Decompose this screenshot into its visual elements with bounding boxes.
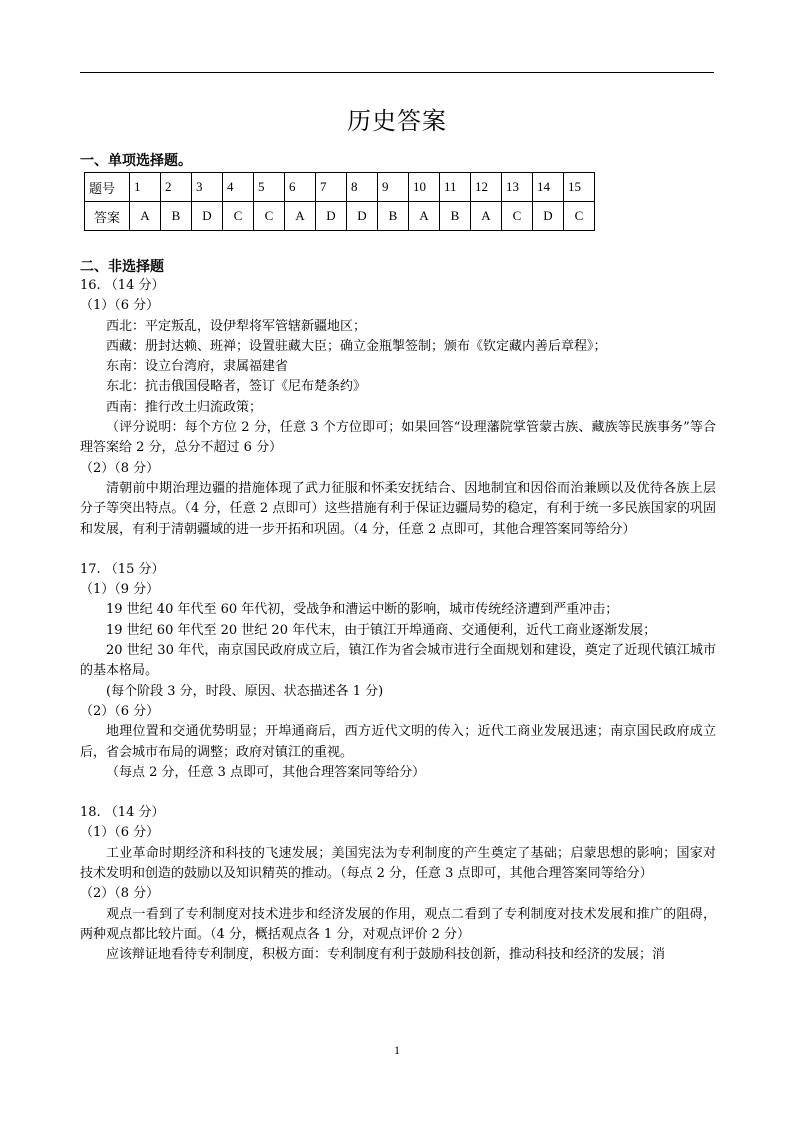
q17-item: 19 世纪 40 年代至 60 年代初，受战争和漕运中断的影响，城市传统经济遭到严重冲击； (106, 602, 619, 618)
header-rule (80, 72, 714, 73)
q18-part2-header: （2）（8 分） (80, 886, 160, 902)
question-number-cell: 2 (161, 173, 192, 202)
answer-cell: D (347, 202, 378, 231)
question-number-cell: 8 (347, 173, 378, 202)
q17-header: 17. （15 分） (80, 561, 165, 577)
answer-cell: B (161, 202, 192, 231)
q16-item: 东北：抗击俄国侵略者，签订《尼布楚条约》 (106, 379, 367, 395)
q17-part2-text: 地理位置和交通优势明显；开埠通商后，西方近代文明的传入；近代工商业发展迅速；南京国民政府成立后，省会城市布局的调整；政府对镇江的重视。 (80, 724, 716, 760)
q18-part1-header: （1）（6 分） (80, 825, 160, 841)
question-number-cell: 12 (471, 173, 502, 202)
q17-item: 19 世纪 60 年代至 20 世纪 20 年代末，由于镇江开埠通商、交通便利，近代工商业逐渐发展； (106, 622, 657, 638)
q18-part2-text: 观点一看到了专利制度对技术进步和经济发展的作用，观点二看到了专利制度对技术发展和推广的阻碍，两种观点都比较片面。（4 分，概括观点各 1 分，对观点评价 2 分） (80, 906, 716, 942)
answer-cell: C (254, 202, 285, 231)
question-number-cell: 7 (316, 173, 347, 202)
q16-item: 东南：设立台湾府，隶属福建省 (106, 359, 289, 375)
question-number-cell: 3 (192, 173, 223, 202)
q16-item: 西南：推行改土归流政策； (106, 399, 263, 415)
section2-heading: 二、非选择题 (80, 259, 164, 275)
answer-cell: D (192, 202, 223, 231)
answer-cell: A (285, 202, 316, 231)
row-label: 答案 (85, 202, 130, 231)
question-number-cell: 15 (564, 173, 595, 202)
answer-cell: A (409, 202, 440, 231)
answer-cell: D (316, 202, 347, 231)
q16-scoring-note: （评分说明：每个方位 2 分，任意 3 个方位即可；如果回答“设理藩院掌管蒙古族、藏族等民族事务”等合理答案给 2 分，总分不超过 6 分） (80, 420, 716, 456)
q16-part2-text: 清朝前中期治理边疆的措施体现了武力征服和怀柔安抚结合、因地制宜和因俗而治兼顾以及优待各族上层分子等突出特点。（4 分，任意 2 点即可）这些措施有利于保证边疆局势的稳定，有利于统一多民族国家的巩固和发展，有利于清朝疆域的进一步开拓和巩固。（4 分，任意 2 点即可，其他合理答案同等给分） (80, 480, 716, 537)
answer-table (84, 172, 595, 231)
section1-heading: 一、单项选择题。 (80, 153, 192, 169)
q17-item: 20 世纪 30 年代，南京国民政府成立后，镇江作为省会城市进行全面规划和建设，奠定了近现代镇江城市的基本格局。 (80, 643, 716, 679)
q16-item: 西北：平定叛乱，设伊犁将军管辖新疆地区； (106, 318, 367, 334)
q17-part1-header: （1）（9 分） (80, 582, 160, 598)
answer-cell: C (564, 202, 595, 231)
q18-header: 18. （14 分） (80, 805, 165, 821)
question-number-cell: 4 (223, 173, 254, 202)
q16-part1-header: （1）（6 分） (80, 298, 160, 314)
answer-cell: B (378, 202, 409, 231)
q18-part3-text: 应该辩证地看待专利制度，积极方面：专利制度有利于鼓励科技创新，推动科技和经济的发展；消 (106, 947, 666, 963)
question-number-row (85, 173, 595, 202)
question-number-cell: 14 (533, 173, 564, 202)
answer-row (85, 202, 595, 231)
answer-cell: A (471, 202, 502, 231)
answer-cell: B (440, 202, 471, 231)
answer-cell: C (223, 202, 254, 231)
answer-cell: C (502, 202, 533, 231)
question-number-cell: 1 (130, 173, 161, 202)
answer-cell: A (130, 202, 161, 231)
question-number-cell: 13 (502, 173, 533, 202)
question-number-cell: 5 (254, 173, 285, 202)
question-number-cell: 6 (285, 173, 316, 202)
page-number: 1 (394, 1043, 400, 1057)
q17-part2-note: （每点 2 分，任意 3 点即可，其他合理答案同等给分） (106, 764, 426, 780)
q17-scoring-note: (每个阶段 3 分，时段、原因、状态描述各 1 分) (106, 683, 384, 699)
question-number-cell: 9 (378, 173, 409, 202)
page-title: 历史答案 (347, 107, 447, 135)
question-number-cell: 11 (440, 173, 471, 202)
q16-item: 西藏：册封达赖、班禅；设置驻藏大臣；确立金瓶掣签制；颁布《钦定藏内善后章程》； (106, 338, 607, 354)
answer-cell: D (533, 202, 564, 231)
answer-content (80, 276, 716, 966)
q18-part1-text: 工业革命时期经济和科技的飞速发展；美国宪法为专利制度的产生奠定了基础；启蒙思想的影响；国家对技术发明和创造的鼓励以及知识精英的推动。（每点 2 分，任意 3 点即可，其他合理答案同等给分） (80, 845, 716, 882)
q17-part2-header: （2）（6 分） (80, 703, 160, 719)
question-number-cell: 10 (409, 173, 440, 202)
q16-part2-header: （2）（8 分） (80, 460, 160, 476)
q16-header: 16. （14 分） (80, 278, 165, 293)
row-label: 题号 (85, 173, 130, 202)
